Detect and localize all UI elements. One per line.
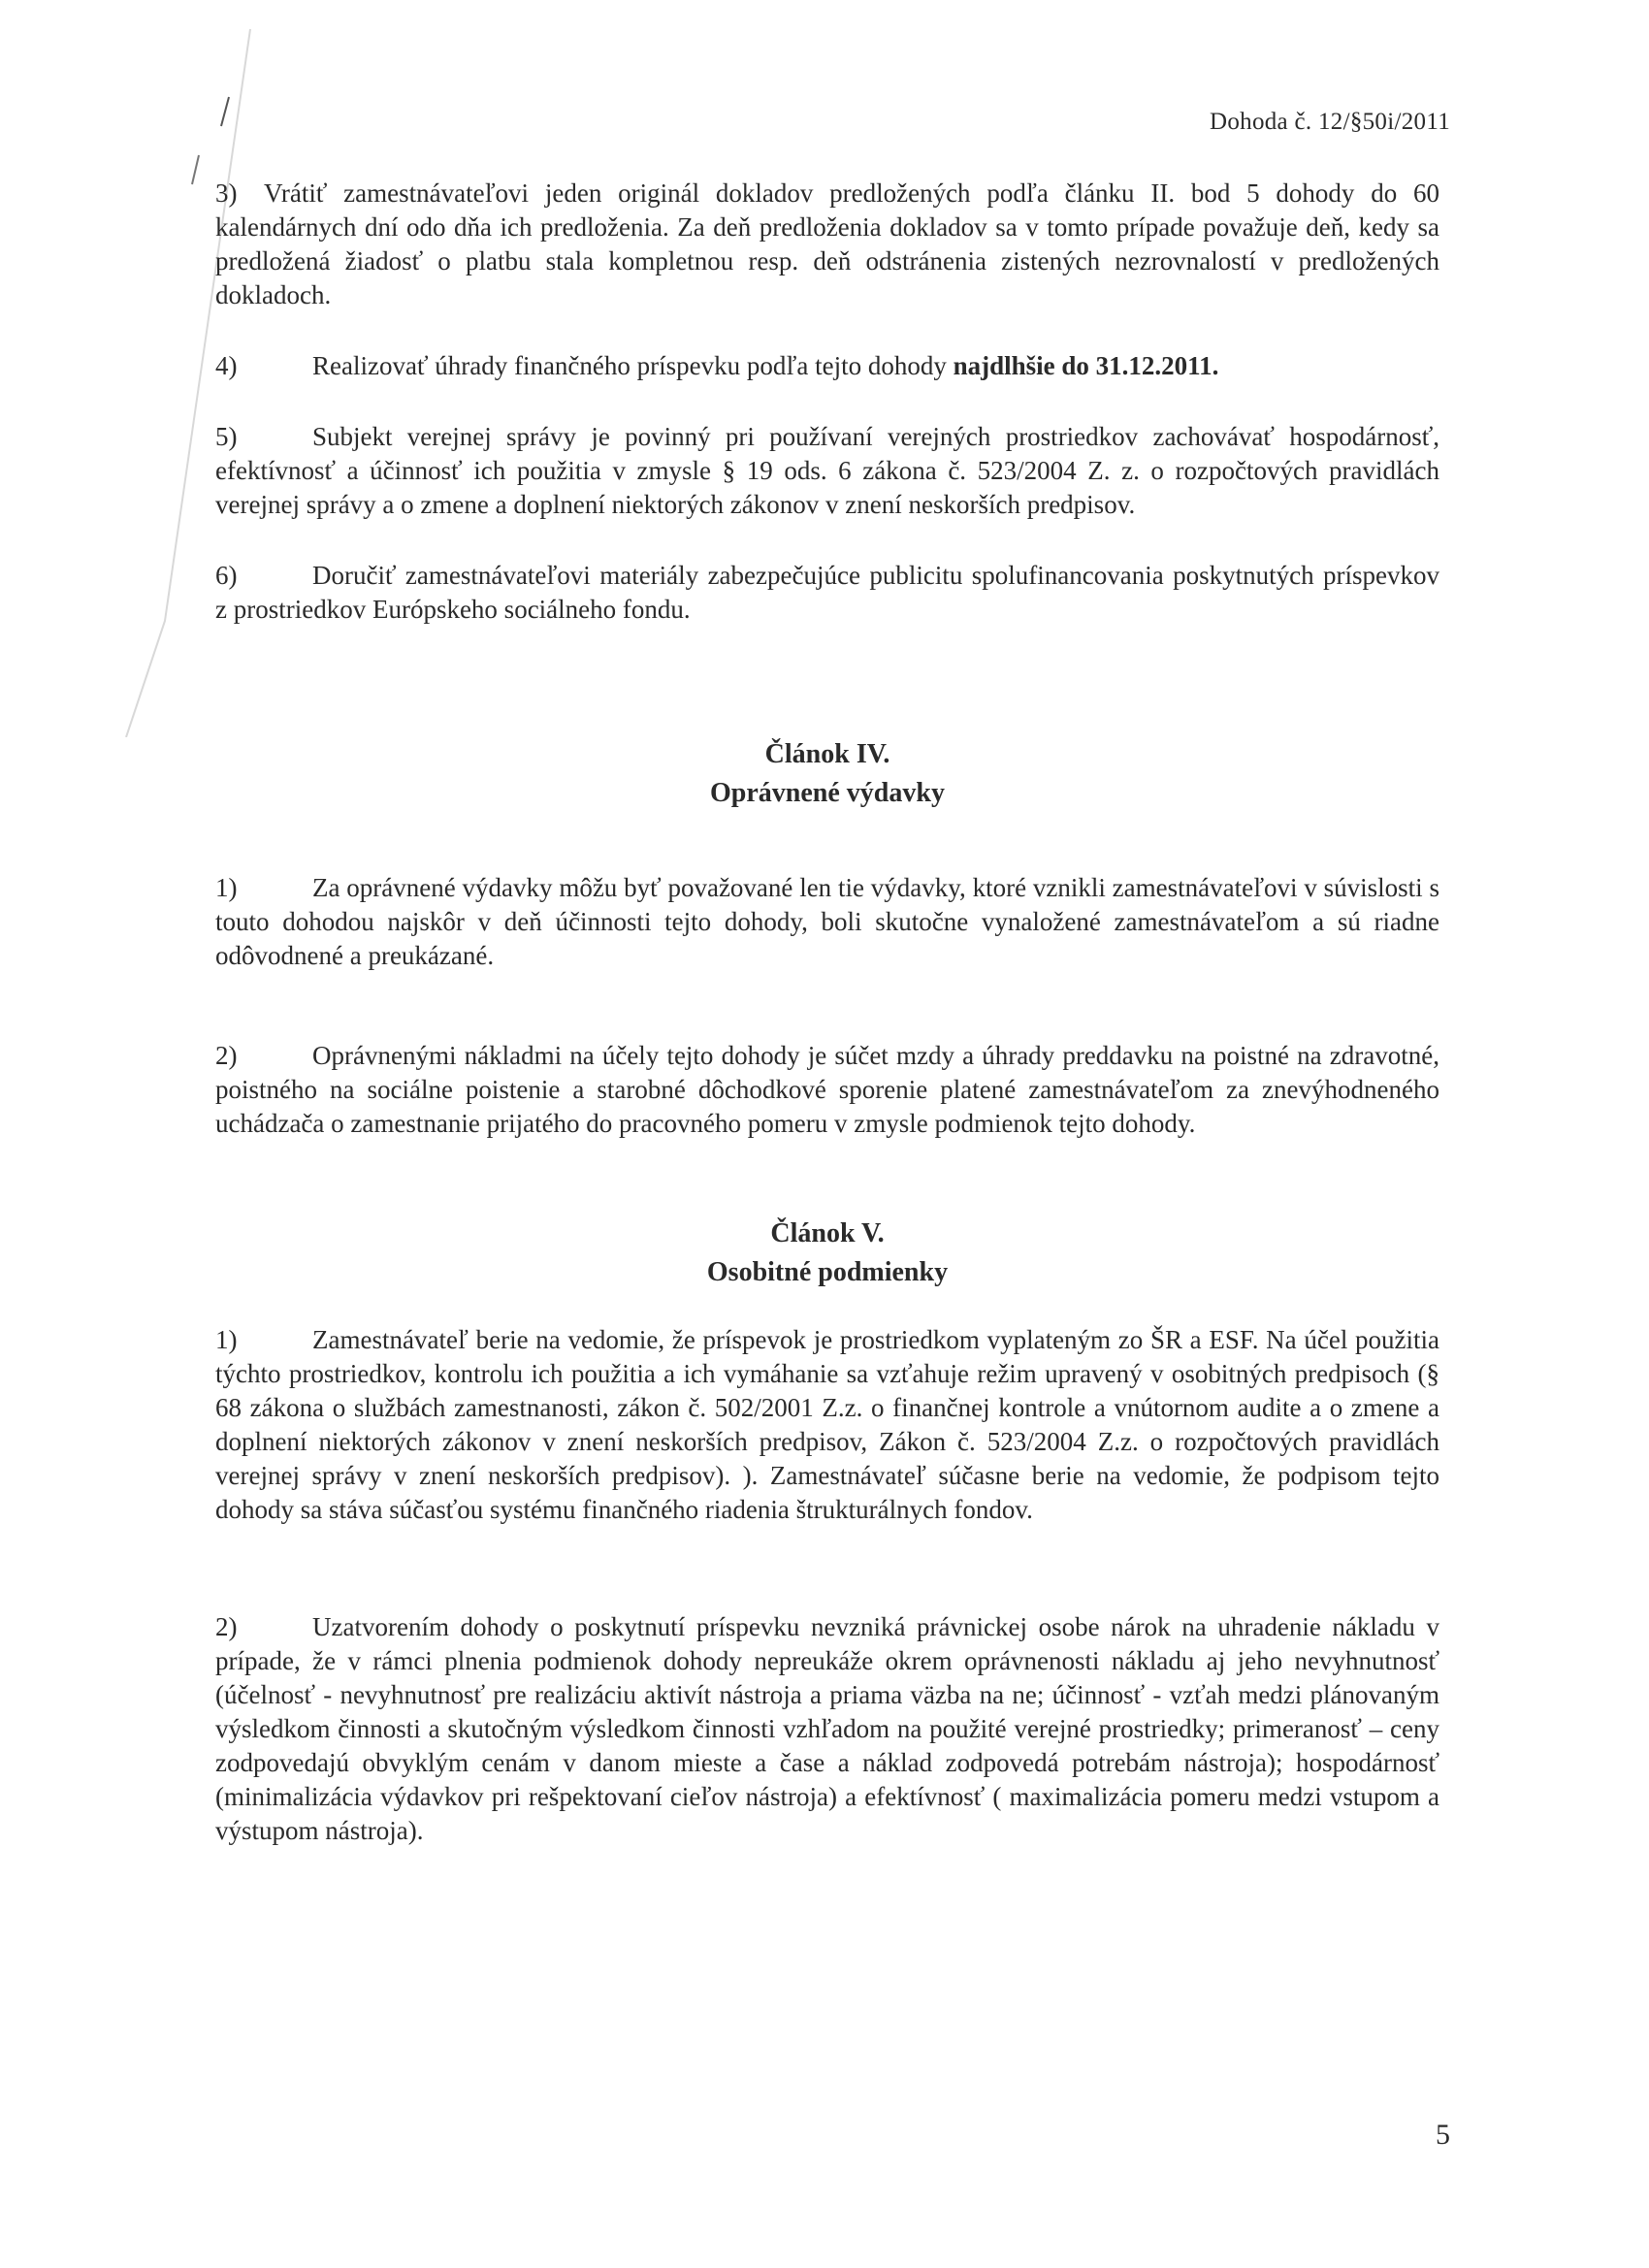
paragraph-number: 2) [215, 1612, 238, 1641]
paragraph-text: Doručiť zamestnávateľovi materiály zabezpečujúce publicitu spolufinancovania poskytnutých príspevkov z prostriedkov Európskeho sociálneho fondu. [215, 561, 1439, 624]
article-5-subtitle: Osobitné podmienky [706, 1257, 949, 1287]
paragraph-text: Vrátiť zamestnávateľovi jeden originál dokladov predložených podľa článku II. bod 5 dohody do 60 kalendárnych dní odo dňa ich predloženia. Za deň predloženia dokladov sa v tomto prípade považuje deň, kedy sa predložená žiadosť o platbu stala kompletnou resp. deň odstránenia zistených nezrovnalostí v predložených dokladoch. [215, 178, 1439, 309]
paragraph-number: 4) [215, 351, 238, 380]
paragraph-text: Uzatvorením dohody o poskytnutí príspevku nevzniká právnickej osobe nárok na uhradenie nákladu v prípade, že v rámci plnenia podmienok dohody nepreukáže okrem oprávnenosti nákladu aj jeho nevyhnutnosť (účelnosť - nevyhnutnosť pre realizáciu aktivít nástroja a priama väzba na ne; účinnosť - vzťah medzi plánovaným výsledkom činnosti a skutočným výsledkom činnosti vzhľadom na použité verejné prostriedky; primeranosť – ceny zodpovedajú obvyklým cenám v danom mieste a čase a náklad zodpovedá potrebám nástroja); hospodárnosť (minimalizácia výdavkov pri rešpektovaní cieľov nástroja) a efektívnosť ( maximalizácia pomeru medzi vstupom a výstupom nástroja). [215, 1612, 1439, 1845]
article-4-paragraph-1 [215, 871, 1439, 973]
article-4-subtitle: Oprávnené výdavky [710, 778, 945, 808]
paragraph-4 [215, 349, 1439, 383]
article-4 [215, 735, 1439, 1141]
paragraph-number: 1) [215, 1325, 238, 1354]
paragraph-text: Za oprávnené výdavky môžu byť považované len tie výdavky, ktoré vznikli zamestnávateľovi v súvislosti s touto dohodou najskôr v deň účinnosti tejto dohody, boli skutočne vynaložené zamestnávateľom a sú riadne odôvodnené a preukázané. [215, 873, 1439, 970]
article-5-paragraph-1 [215, 1323, 1439, 1527]
article-5-title: Článok V. [770, 1218, 885, 1248]
paragraph-text: Zamestnávateľ berie na vedomie, že príspevok je prostriedkom vyplateným zo ŠR a ESF. Na účel použitia týchto prostriedkov, kontrolu ich použitia a ich vymáhanie sa vzťahuje režim upravený v osobitných predpisoch (§ 68 zákona o službách zamestnanosti, zákon č. 502/2001 Z.z. o finančnej kontrole a vnútornom audite a o zmene a doplnení niektorých zákonov v znení neskorších predpisov, Zákon č. 523/2004 Z.z. o rozpočtových pravidlách verejnej správy v znení neskorších predpisov). ). Zamestnávateľ súčasne berie na vedomie, že podpisom tejto dohody sa stáva súčasťou systému finančného riadenia štrukturálnych fondov. [215, 1325, 1439, 1524]
article-4-title: Článok IV. [764, 739, 890, 769]
paragraph-text: Oprávnenými nákladmi na účely tejto dohody je súčet mzdy a úhrady preddavku na poistné na zdravotné, poistného na sociálne poistenie a starobné dôchodkové sporenie platené zamestnávateľom za znevýhodneného uchádzača o zamestnanie prijatého do pracovného pomeru v zmysle podmienok tejto dohody. [215, 1041, 1439, 1138]
paragraph-number: 2) [215, 1041, 238, 1070]
paragraph-text: Realizovať úhrady finančného príspevku podľa tejto dohody [312, 351, 954, 380]
page-number: 5 [1436, 2119, 1450, 2151]
paragraph-number: 1) [215, 873, 238, 902]
paragraph-text: Subjekt verejnej správy je povinný pri používaní verejných prostriedkov zachovávať hospodárnosť, efektívnosť a účinnosť ich použitia v zmysle § 19 ods. 6 zákona č. 523/2004 Z. z. o rozpočtových pravidlách verejnej správy a o zmene a doplnení niektorých zákonov v znení neskorších predpisov. [215, 422, 1439, 519]
paragraph-3 [215, 177, 1439, 312]
article-4-paragraph-2 [215, 1039, 1439, 1141]
article-5 [215, 1215, 1439, 1848]
article-5-paragraph-2 [215, 1610, 1439, 1848]
deadline-text: najdlhšie do 31.12.2011. [953, 351, 1219, 380]
paragraph-5 [215, 420, 1439, 522]
paragraph-number: 3) [215, 178, 238, 208]
obligations-paragraphs [215, 177, 1439, 627]
document-reference: Dohoda č. 12/§50i/2011 [1209, 109, 1450, 135]
paragraph-number: 5) [215, 422, 238, 451]
paragraph-number: 6) [215, 561, 238, 590]
paragraph-6 [215, 559, 1439, 627]
